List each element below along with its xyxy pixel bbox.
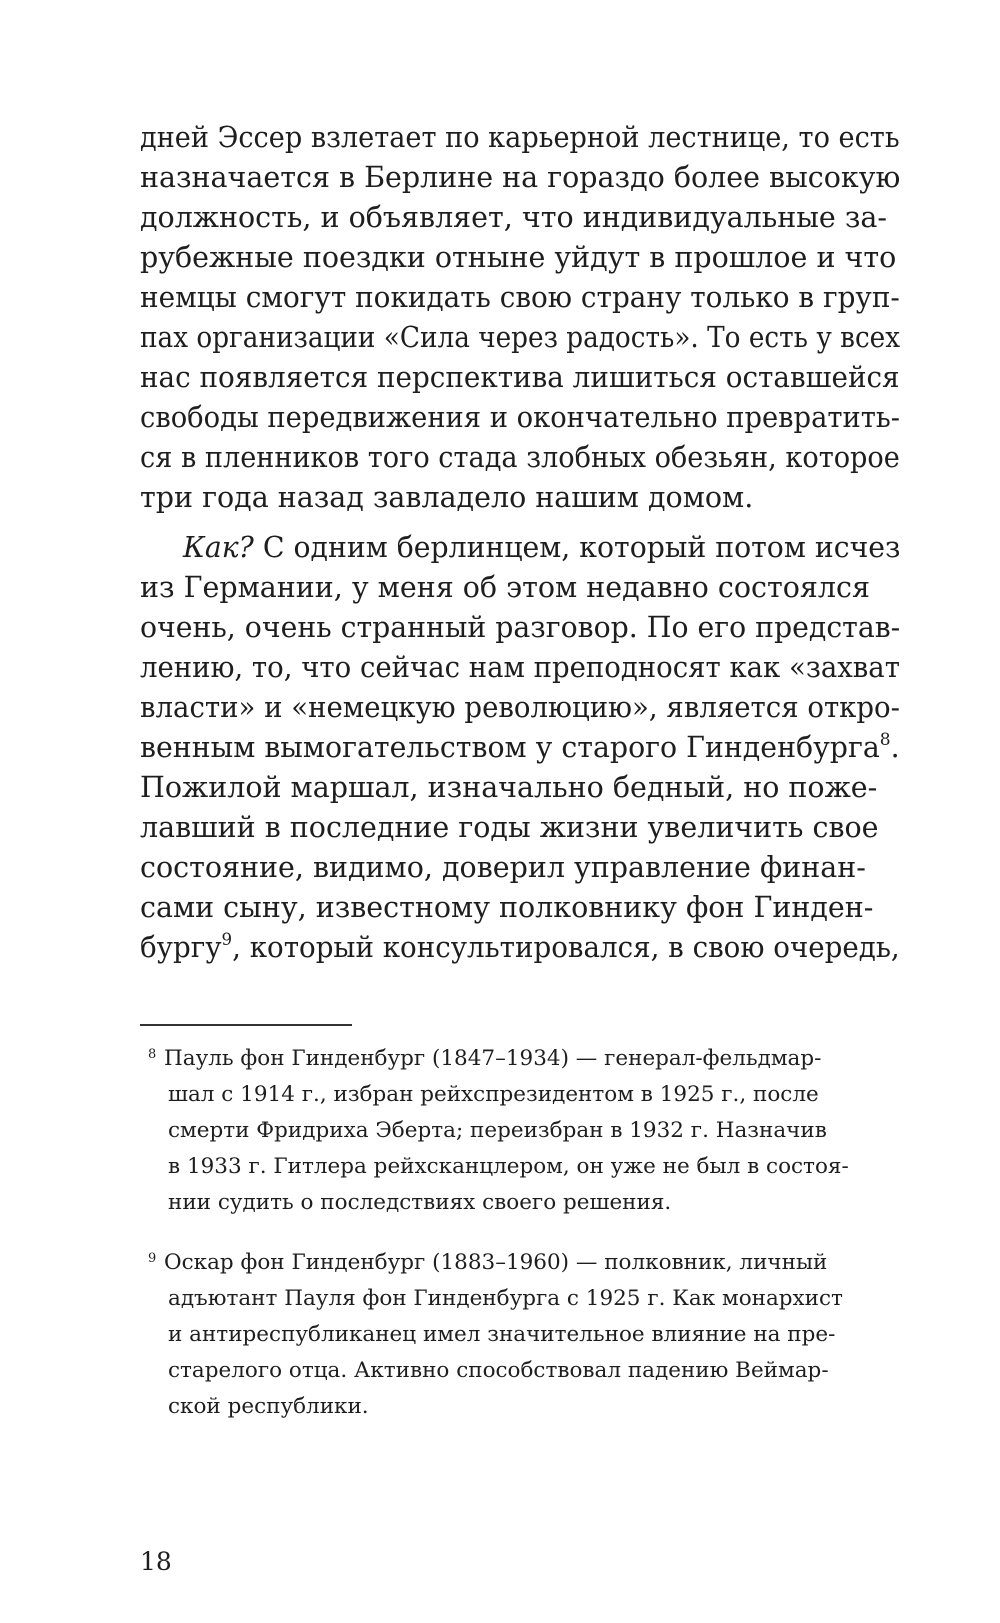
body-line [183,528,901,568]
body-line: пах организации «Сила через радость». То есть у всех [140,321,901,354]
body-line: состояние, видимо, доверил управление финан- [140,851,866,884]
footnote-line: старелого отца. Активно способствовал падению Веймар- [168,1358,829,1383]
body-line: лавший в последние годы жизни увеличить свое [140,811,879,844]
footnote-line: ской республики. [168,1394,369,1419]
body-line: три года назад завладело нашим домом. [140,481,754,514]
body-line: должность, и объявляет, что индивидуальные за- [140,201,888,234]
body-line: ся в пленников того стада злобных обезьян, которое [140,441,900,474]
body-line: немцы смогут покидать свою страну только в груп- [140,281,900,314]
body-line: лению, то, что сейчас нам преподносят как «захват [140,651,900,684]
footnote-line: и антиреспубликанец имел значительное влияние на пре- [168,1322,836,1347]
body-text: венным вымогательством у старого Гинденбурга [140,731,880,764]
page-number: 18 [140,1547,172,1576]
italic-word: Как? [183,531,254,564]
footnote-number: 9 [148,1251,157,1266]
body-line [140,728,900,768]
footnote-line: нии судить о последствиях своего решения. [168,1190,672,1215]
body-text: бургу [140,931,222,964]
body-text: С одним берлинцем, который потом исчез [253,531,901,564]
footnote-ref-9[interactable]: 9 [221,930,233,951]
body-line: рубежные поездки отныне уйдут в прошлое и что [140,241,897,274]
body-line: свободы передвижения и окончательно превратить- [140,401,901,434]
body-line [140,928,900,968]
footnote-line: в 1933 г. Гитлера рейхсканцлером, он уже не был в состоя- [168,1154,849,1179]
footnote-divider [140,1024,352,1026]
footnote-line: Оскар фон Гинденбург (1883–1960) — полковник, личный [164,1250,828,1275]
body-text: . [890,731,900,764]
body-line: Пожилой маршал, изначально бедный, но поже- [140,771,878,804]
footnote-line: смерти Фридриха Эберта; переизбран в 1932 г. Назначив [168,1118,827,1143]
footnote-line: адъютант Пауля фон Гинденбурга с 1925 г. Как монархист [168,1286,843,1311]
body-line: власти» и «немецкую революцию», является откро- [140,691,900,724]
body-text: , который консультировался, в свою очередь, [232,931,900,964]
body-line: сами сыну, известному полковнику фон Гинден- [140,891,874,924]
footnote-number: 8 [148,1047,157,1062]
footnote-line: шал с 1914 г., избран рейхспрезидентом в 1925 г., после [168,1082,819,1107]
footnote-ref-8[interactable]: 8 [879,730,891,751]
body-line: нас появляется перспектива лишиться оставшейся [140,361,900,394]
footnote-line: Пауль фон Гинденбург (1847–1934) — генерал-фельдмар- [164,1046,822,1071]
body-line: из Германии, у меня об этом недавно состоялся [140,571,870,604]
body-line: дней Эссер взлетает по карьерной лестнице, то есть [140,121,900,154]
body-line: назначается в Берлине на гораздо более высокую [140,161,901,194]
body-line: очень, очень странный разговор. По его представ- [140,611,901,644]
